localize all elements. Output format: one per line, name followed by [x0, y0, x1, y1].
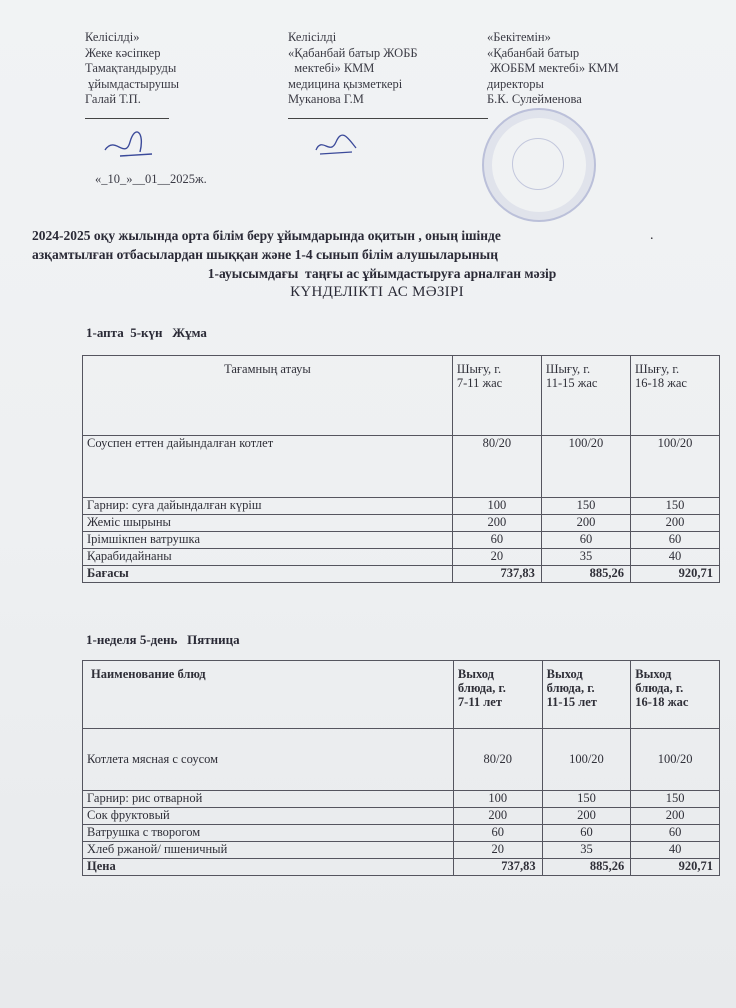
header-cell: Выход блюда, г. 16-18 жас [631, 661, 720, 729]
header-cell: Наименование блюд [83, 661, 454, 729]
portion-16-18: 60 [631, 825, 720, 842]
table-row [83, 498, 720, 515]
header-cell: Выход блюда, г. 7-11 лет [453, 661, 542, 729]
official-stamp-icon [482, 108, 596, 222]
portion-16-18: 100/20 [631, 729, 720, 791]
portion-7-11: 200 [453, 808, 542, 825]
table-row [83, 532, 720, 549]
table-row [83, 729, 720, 791]
table-header-row [83, 661, 720, 729]
table-row [83, 808, 720, 825]
approval-line: Келісілді» [85, 30, 140, 44]
header-cell: Шығу, г. 11-15 жас [541, 356, 630, 436]
table-header-row [83, 356, 720, 436]
portion-11-15: 200 [541, 515, 630, 532]
table-row [83, 842, 720, 859]
total-label: Цена [83, 859, 454, 876]
price-11-15: 885,26 [541, 566, 630, 583]
approval-line: Жеке кәсіпкер [85, 45, 161, 60]
price-7-11: 737,83 [452, 566, 541, 583]
table-row [83, 436, 720, 498]
price-11-15: 885,26 [542, 859, 631, 876]
price-7-11: 737,83 [453, 859, 542, 876]
document-title [32, 226, 712, 302]
approval-block-caterer [85, 30, 179, 123]
header-cell: Выход блюда, г. 11-15 лет [542, 661, 631, 729]
table-row [83, 791, 720, 808]
menu-table-kz [82, 355, 720, 583]
portion-11-15: 150 [541, 498, 630, 515]
approval-line: Тамақтандыруды [85, 61, 177, 75]
approval-date: «_10_»__01__2025ж. [95, 172, 207, 186]
portion-11-15: 100/20 [542, 729, 631, 791]
portion-16-18: 40 [631, 842, 720, 859]
header-cell: Тағамның атауы [83, 356, 453, 436]
portion-16-18: 150 [630, 498, 719, 515]
menu-table-ru [82, 660, 720, 876]
approval-line: Келісілді [288, 30, 337, 44]
approval-line: ЖОББМ мектебі» КММ [487, 61, 619, 75]
header-cell: Шығу, г. 7-11 жас [452, 356, 541, 436]
approval-block-director [487, 30, 619, 108]
approval-line: «Қабанбай батыр [487, 45, 580, 60]
signature-icon [100, 130, 160, 162]
portion-16-18: 100/20 [630, 436, 719, 498]
dish-name: Гарнир: суға дайындалған күріш [83, 498, 453, 515]
section-heading-kz: 1-апта 5-күн Жұма [86, 325, 207, 340]
approval-line: Муканова Г.М [288, 92, 364, 106]
dish-name: Қарабидайнаны [83, 549, 453, 566]
portion-16-18: 150 [631, 791, 720, 808]
dish-name: Ірімшікпен ватрушка [83, 532, 453, 549]
signature-line [288, 118, 488, 119]
approval-line: медицина қызметкері [288, 76, 403, 91]
signature-icon [312, 132, 362, 160]
dish-name: Хлеб ржаной/ пшеничный [83, 842, 454, 859]
title-line: КҮНДЕЛІКТІ АС МӘЗІРІ [290, 284, 464, 300]
portion-7-11: 200 [452, 515, 541, 532]
portion-11-15: 60 [541, 532, 630, 549]
approval-line: «Қабанбай батыр ЖОББ [288, 45, 418, 60]
price-16-18: 920,71 [630, 566, 719, 583]
portion-16-18: 60 [630, 532, 719, 549]
portion-7-11: 80/20 [452, 436, 541, 498]
approval-line: ұйымдастырушы [85, 76, 180, 91]
dot-mark: . [650, 228, 654, 243]
title-line: 1-ауысымдағы таңғы ас ұйымдастыруға арналған мәзір [207, 266, 557, 281]
table-total-row [83, 859, 720, 876]
approval-line: Б.К. Сулейменова [487, 92, 582, 106]
table-row [83, 825, 720, 842]
approval-block-medical [288, 30, 488, 123]
title-line: азқамтылған отбасылардан шыққан және 1-4 сынып білім алушыларының [32, 247, 498, 262]
dish-name: Котлета мясная с соусом [83, 729, 454, 791]
portion-7-11: 100 [452, 498, 541, 515]
dish-name: Ватрушка с творогом [83, 825, 454, 842]
portion-7-11: 20 [452, 549, 541, 566]
table-row [83, 515, 720, 532]
portion-7-11: 80/20 [453, 729, 542, 791]
portion-11-15: 200 [542, 808, 631, 825]
total-label: Бағасы [83, 566, 453, 583]
dish-name: Жеміс шырыны [83, 515, 453, 532]
table-row [83, 549, 720, 566]
portion-16-18: 200 [630, 515, 719, 532]
portion-16-18: 40 [630, 549, 719, 566]
portion-7-11: 60 [452, 532, 541, 549]
dish-name: Сок фруктовый [83, 808, 454, 825]
portion-16-18: 200 [631, 808, 720, 825]
section-heading-ru: 1-неделя 5-день Пятница [86, 632, 240, 647]
signature-line [85, 118, 169, 119]
portion-7-11: 20 [453, 842, 542, 859]
approval-line: директоры [487, 76, 544, 91]
dish-name: Гарнир: рис отварной [83, 791, 454, 808]
portion-7-11: 60 [453, 825, 542, 842]
approval-line: мектебі» КММ [288, 61, 375, 75]
approval-line: Галай Т.П. [85, 92, 141, 106]
portion-11-15: 150 [542, 791, 631, 808]
portion-11-15: 35 [542, 842, 631, 859]
table-total-row [83, 566, 720, 583]
approval-line: «Бекітемін» [487, 30, 551, 44]
price-16-18: 920,71 [631, 859, 720, 876]
header-cell: Шығу, г. 16-18 жас [630, 356, 719, 436]
portion-7-11: 100 [453, 791, 542, 808]
dish-name: Соуспен еттен дайындалған котлет [83, 436, 453, 498]
title-line: 2024-2025 оқу жылында орта білім беру ұйымдарында оқитын , оның ішінде [32, 228, 501, 243]
portion-11-15: 60 [542, 825, 631, 842]
portion-11-15: 35 [541, 549, 630, 566]
portion-11-15: 100/20 [541, 436, 630, 498]
